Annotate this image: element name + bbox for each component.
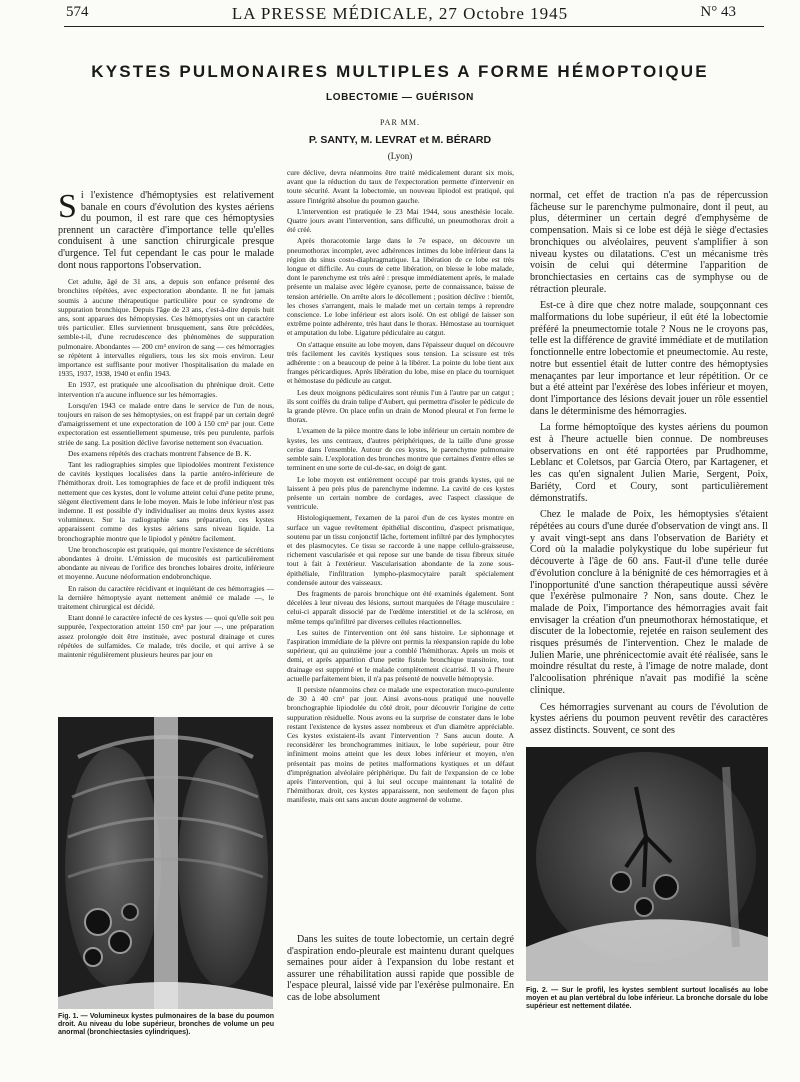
- paragraph: Des fragments de parois bronchique ont été examinés également. Sont décelées à leur niveau des lésions, surtout marquées de l'étage musculaire : celui-ci apparaît dissocié par de l'œdème interstitiel et de la sclérose, en même temps qu'infiltré par diverses cellules réactionnelles.: [287, 588, 514, 626]
- paragraph: Il persiste néanmoins chez ce malade une expectoration muco-purulente de 30 à 40 cm³ par jour. Ainsi avons-nous pratiqué une nouvelle bronchographie lipiodolée du côté droit, pour découvrir l'origine de cette suppuration résiduelle. Nous avons eu la surprise de constater dans le lobe restant l'existence de kystes assez nombreux et d'un diamètre appréciable. Ces kystes existaient-ils avant l'intervention ? Sans aucun doute. A reconsidérer les bronchogrammes initiaux, le lobe supérieur, pour être infiniment moins atteint que les deux lobes inférieur et moyen, n'en présentait pas moins de petites malformations kystiques et un défaut d'imprégnation alvéolaire périphérique. Du fait de l'expansion de ce lobe après l'intervention, qui à lui seul occupe maintenant la totalité de l'hémithorax droit, ces kystes apparaissent, non seulement de façon plus manifeste, mais ont sans aucun doute augmenté de volume.: [287, 684, 514, 805]
- page-header: [0, 0, 800, 34]
- paragraph: Ces hémorragies survenant au cours de l'évolution de kystes aériens du poumon peuvent revêtir des caractères assez distincts. Souvent, ce sont des: [530, 701, 768, 736]
- paragraph: Lorsqu'en 1943 ce malade entre dans le service de l'un de nous, toujours en raison de ses hémoptysies, on est frappé par un certain degré d'amaigrissement et une expectoration de 100 à 150 cm³ par jour. Cette expectoration est essentiellement spumeuse, très peu purulente, parfois striée de sang. La position déclive favorise nettement son évacuation.: [58, 400, 274, 447]
- intro-text: i l'existence d'hémoptysies est relativement banale en cours d'évolution des kystes aériens du poumon, il est rare que ces hémoptysies prennent un caractère d'importance telle qu'elles conduisent à une sanction chirurgicale presque d'urgence. Tel fut cependant le cas pour le malade dont nous rapportons l'observation.: [58, 190, 274, 271]
- paragraph: Une bronchoscopie est pratiquée, qui montre l'existence de sécrétions abondantes à droite. L'émission de mucosités est particulièrement abondante au niveau de l'orifice des bronches lobaires droite, inférieure et moyenne. Aucune néoformation endobronchique.: [58, 544, 274, 582]
- paragraph: Des examens répétés des crachats montrent l'absence de B. K.: [68, 448, 252, 458]
- intro-paragraph: [58, 190, 274, 271]
- article-city: (Lyon): [387, 151, 413, 161]
- paragraph: En 1937, est pratiquée une alcoolisation du phrénique droit. Cette intervention n'a aucune influence sur les hémorragies.: [58, 380, 274, 399]
- byline-par: PAR MM.: [379, 118, 421, 127]
- paragraph: L'intervention est pratiquée le 23 Mai 1944, sous anesthésie locale. Quatre jours avant l'intervention, sans difficulté, un pneumothorax droit a été créé.: [287, 206, 514, 235]
- paragraph: Etant donné le caractère infecté de ces kystes — quoi qu'elle soit peu suppurée, l'expectoration atteint 150 cm³ par jour —, une préparation assez prolongée doit être instituée, avec postural drainage et cures répétées de sulfamides. Ce malade, très docile, et qui arrive à se maintenir régulièrement plusieurs heures par jour en: [58, 613, 274, 660]
- column-2-bottom: [287, 934, 514, 1006]
- paragraph: L'examen de la pièce montre dans le lobe inférieur un certain nombre de kystes, les uns centraux, d'autres périphériques, de la taille d'une grosse cerise dans l'ensemble. Autour de ces kystes, le parenchyme pulmonaire semble sain. L'exploration des bronches montre que certaines d'entre elles se terminent en une sorte de cul-de-sac, en doigt de gant.: [287, 426, 514, 473]
- paragraph: Après thoracotomie large dans le 7e espace, on découvre un pneumothorax incomplet, avec adhérences intimes du lobe inférieur dans la région du sinus costo-diaphragmatique. La libération de ce lobe est très longue et difficile. Au cours de cette libération, on blesse le lobe malade, dont le parenchyme est très aéré : presque immédiatement après, le malade présente un malaise avec légère cyanose, perte de connaissance, baisse de tension artérielle. On arrête alors le décollement ; position déclive : bientôt, les choses s'arrangent, mais le malade met un certain temps à reprendre conscience. Le lobe inférieur est alors isolé. On est obligé de laisser son extrême pointe adhérente, très haut dans le thorax. Hémostase au tourniquet et amputation du lobe. Ligature pédiculaire au catgut.: [287, 236, 514, 338]
- paragraph: Est-ce à dire que chez notre malade, soupçonnant ces malformations du lobe supérieur, il eût été la lobectomie préféré la pneumectomie totale ? Nous ne le croyons pas, telle est la différence de gravité immédiate et de mutilation fonctionnelle entre lobectomie et pneumectomie. Au reste, notre but essentiel était de lutter contre des hémoptysies menaçantes par leur importance et leur répétition. Or ce but a été atteint par l'exérèse des lobes inférieur et moyen, dont l'importance des lésions devait jouer un rôle essentiel dans le déterminisme des hémorragies.: [530, 300, 768, 417]
- paragraph: Les suites de l'intervention ont été sans histoire. Le siphonnage et l'aspiration immédiate de la plèvre ont permis la réexpansion rapide du lobe supérieur, qui au quinzième jour a comblé l'hémithorax. Après un mois et demi, et après apparition d'une petite fistule bronchique transitoire, tout drainage est supprimé et le malade complètement cicatrisé. Il va à l'heure actuelle parfaitement bien, il n'a pas présenté de nouvelle hémoptysie.: [287, 627, 514, 683]
- paragraph: Tant les radiographies simples que lipiodolées montrent l'existence de cavités kystiques localisées dans la partie antéro-inférieure de l'hémithorax droit. Les tomographies de face et de profil indiquent très nettement que ces kystes, dont le volume atteint celui d'une petite prune, siègent électivement dans le lobe moyen. Mais le lobe inférieur n'est pas indemne. Il est possible d'y individualiser au moins deux kystes assez volumineux. Sur la radiographie sans préparation, ces kystes apparaissent comme des kystes aériens sans niveau liquide. La bronchographie montre que le lipiodol y pénètre facilement.: [58, 460, 274, 543]
- paragraph: normal, cet effet de traction n'a pas de répercussion fâcheuse sur le parenchyme pulmonaire, dont il peut, au plus, déterminer un certain degré d'emphysème de compensation. Mais si ce lobe est déjà le siège d'ectasies bronchiques ou alvéolaires, peuvent s'amplifier à son niveau kystes ou dilatations. C'est un mécanisme très voisin de celui qui détermine l'apparition de bronchiectasies en certains cas de symphyse ou de rétraction pleurale.: [530, 190, 768, 295]
- figure-1-radiograph: [58, 717, 273, 1009]
- article-title: KYSTES PULMONAIRES MULTIPLES A FORME HÉMOPTOIQUE: [91, 62, 709, 81]
- paragraph: Histologiquement, l'examen de la paroi d'un de ces kystes montre en surface un vague revêtement épithélial discontinu, d'aspect prismatique, soutenu par un tissu conjonctif lâche, fortement infiltré par des lymphocytes et des plasmocytes. Ce tissu se raccorde à une nappe cellulo-graisseuse, richement vascularisée et qui repose sur une bande de tissu fibreux située tout à fait à l'extérieur. Vascularisation abondante de la zone sous-épithéliale, l'infiltration lympho-plasmocytaire paraît spécialement condensée autour des vaisseaux.: [287, 513, 514, 587]
- paragraph: Chez le malade de Poix, les hémoptysies s'étaient répétées au cours d'une durée d'observation de vingt ans. Il y avait vingt-sept ans dans l'observation de Bariéty et Cord où la maladie polykystique du lobe supérieur fut découverte à l'âge de 60 ans. Faut-il d'une telle durée d'évolution conclure à la bénignité de ces hémorragies et à l'inopportunité d'une sanction thérapeutique aussi sévère que l'exérèse pulmonaire ? Non, sans doute. Chez le malade de Poix, l'importance des hémorragies avait fait envisager la création d'un pneumothorax hémostatique, et discuter de la lobectomie, rejetée en raison seulement des risques présumés de l'intervention. Chez le malade de Julien Marie, une phrénicectomie avait été réalisée, sans le moindre résultat du reste, à l'image de notre malade, dont l'alcoolisation phrénique n'avait pas modifié la scène clinique.: [530, 509, 768, 696]
- paragraph: La forme hémoptoïque des kystes aériens du poumon est à l'heure actuelle bien connue. De nombreuses observations en ont été rapportées par Prudhomme, Leblanc et Coletsos, par García Otero, par Kartagener, et les cas qu'en signalent Julien Marie, Sergent, Poix, Bariéty, Cord et Coury, sont particulièrement démonstratifs.: [530, 422, 768, 504]
- figure-1-caption: Fig. 1. — Volumineux kystes pulmonaires de la base du poumon droit. Au niveau du lobe supérieur, bronches de volume un peu anormal (bronchiectasies cylindriques).: [58, 1013, 274, 1036]
- paragraph: Le lobe moyen est entièrement occupé par trois grands kystes, qui ne laissent à peu près plus de parenchyme indemne. La cavité de ces kystes présente un certain nombre de cordages, avec l'aspect classique de ventricule.: [287, 474, 514, 512]
- paragraph: Cet adulte, âgé de 31 ans, a depuis son enfance présenté des bronchites répétées, avec expectoration abondante. Il ne fut jamais soumis à aucune thérapeutique particulière pour ce syndrome de suppuration bronchique. Depuis l'âge de 23 ans, c'est-à-dire depuis huit ans, sont apparues des hémoptysies. Ces hémoptysies ont un caractère très particulier. Elles surviennent brusquement, sans être précédées, semble-t-il, d'une recrudescence des phénomènes de suppuration pulmonaire. Abondantes — 200 cm³ environ de sang — ces hémorragies se répètent à intervalles réguliers, tous les six mois environ. Leur importance est suffisante pour motiver l'hospitalisation du malade en 1935, 1937, 1938, 1940 et enfin 1943.: [58, 277, 274, 379]
- chest-xray-frontal-image: [58, 717, 273, 1009]
- drop-cap: S: [58, 188, 77, 225]
- paragraph: Les deux moignons pédiculaires sont réunis l'un à l'autre par un catgut ; ils sont coiffés du drain tulipe d'Aubert, qui permettra d'isoler le pédicule de la grande plèvre. On place enfin un drain de Monod pleural et l'on ferme le thorax.: [287, 387, 514, 425]
- figure-2-caption: Fig. 2. — Sur le profil, les kystes semblent surtout localisés au lobe moyen et au plan vertébral du lobe inférieur. La bronche dorsale du lobe supérieur est nettement dilatée.: [526, 987, 768, 1010]
- journal-title: LA PRESSE MÉDICALE, 27 Octobre 1945: [231, 4, 569, 23]
- chest-xray-lateral-image: [526, 747, 768, 981]
- paragraph: En raison du caractère récidivant et inquiétant de ces hémorragies — la dernière hémoptysie ayant nettement anémié ce malade —, le traitement chirurgical est décidé.: [58, 583, 274, 612]
- column-2: [287, 168, 514, 807]
- issue-number: N° 43: [700, 4, 736, 20]
- column-1: [58, 190, 274, 661]
- header-rule: [64, 26, 764, 27]
- column-3: [530, 190, 768, 740]
- paragraph: cure déclive, devra néanmoins être traité médicalement durant six mois, avant que la réduction du taux de l'expectoration permette d'intervenir en toute sécurité. Avant la lobectomie, un nouveau lipiodol est pratiqué, qui assure l'intégrité absolue du poumon gauche.: [287, 168, 514, 205]
- figure-2-radiograph: [526, 747, 768, 981]
- article-authors: P. SANTY, M. LEVRAT et M. BÉRARD: [308, 134, 492, 146]
- paragraph: On s'attaque ensuite au lobe moyen, dans l'épaisseur duquel on découvre très facilement les cavités kystiques sous tension. La scissure est très adhérente : on a beaucoup de peine à la libérer. La pointe du lobe tient aux franges péricardiques. Après libération du lobe, mise en place du tourniquet et hémostase du pédicule au catgut.: [287, 339, 514, 386]
- paragraph: Dans les suites de toute lobectomie, un certain degré d'aspiration endo-pleurale est maintenu durant quelques semaines pour aider à l'expansion du lobe restant et assurer une réhabilitation aussi rapide que possible de l'espace pleural, laissé vide par l'exérèse pulmonaire. En cas de lobe absolument: [287, 934, 514, 1003]
- article-subtitle: LOBECTOMIE — GUÉRISON: [326, 92, 474, 103]
- page-number: 574: [66, 4, 89, 20]
